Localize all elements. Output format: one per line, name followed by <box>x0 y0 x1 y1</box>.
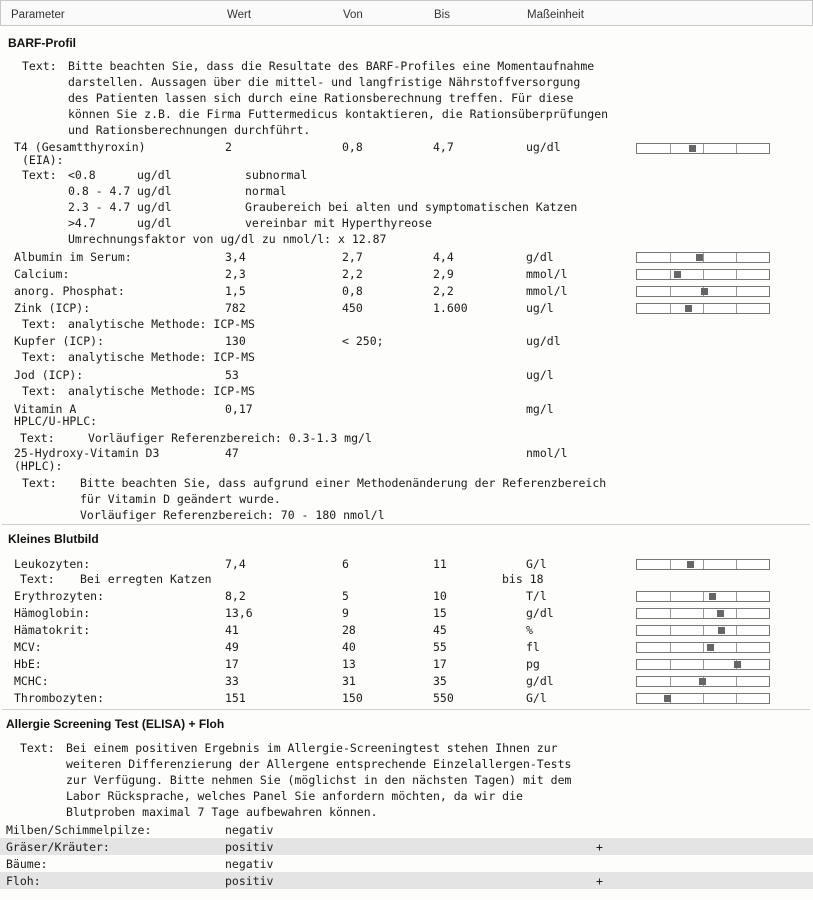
t4-ref-meaning: normal <box>245 184 287 198</box>
section-divider <box>2 524 810 525</box>
param-unit: ug/dl <box>526 140 561 154</box>
range-tick <box>736 287 737 296</box>
method-note: analytische Methode: ICP-MS <box>68 317 255 331</box>
param-unit: fl <box>526 640 540 654</box>
t4-ref-meaning: Graubereich bei alten und symptomatischen Katzen <box>245 200 578 214</box>
value-marker <box>696 254 703 261</box>
allergen-name: Floh: <box>6 874 41 888</box>
barf-intro-line: des Patienten lassen sich durch eine Rationsberechnung treffen. Für diese <box>68 91 574 105</box>
t4-factor: Umrechnungsfaktor von ug/dl zu nmol/l: x 12.87 <box>68 232 387 246</box>
allergen-result: negativ <box>225 857 274 871</box>
param-value: 53 <box>225 368 239 382</box>
allergie-note-line: zur Verfügung. Bitte nehmen Sie (möglichst in den nächsten Tagen) mit dem <box>66 773 572 787</box>
range-tick <box>703 253 704 262</box>
text-label: Text: <box>20 741 55 755</box>
param-max: 11 <box>433 557 447 571</box>
text-label: Text: <box>22 317 57 331</box>
range-tick <box>736 694 737 703</box>
param-name: T4 (Gesamtthyroxin) <box>14 140 146 154</box>
range-tick <box>736 144 737 153</box>
param-unit: mmol/l <box>526 284 568 298</box>
value-marker <box>734 661 741 668</box>
param-value: 151 <box>225 691 246 705</box>
t4-ref-range: 0.8 - 4.7 <box>68 184 131 198</box>
result-row <box>0 265 813 282</box>
param-name: MCV: <box>14 640 42 654</box>
param-max: 15 <box>433 606 447 620</box>
allergen-flag: + <box>596 874 603 888</box>
text-label: Text: <box>22 350 57 364</box>
allergy-row <box>0 821 813 838</box>
param-min: 9 <box>342 606 349 620</box>
param-min: 40 <box>342 640 356 654</box>
allergen-result: negativ <box>225 823 274 837</box>
range-tick <box>736 592 737 601</box>
param-unit: % <box>526 623 533 637</box>
method-note: analytische Methode: ICP-MS <box>68 350 255 364</box>
leuko-note: Bei erregten Katzen <box>80 572 212 586</box>
param-max: 4,4 <box>433 250 454 264</box>
range-tick <box>670 287 671 296</box>
result-row-vitamin-a <box>0 400 813 417</box>
allergie-note-line: Bei einem positiven Ergebnis im Allergie-Screeningtest stehen Ihnen zur <box>66 741 558 755</box>
param-unit: pg <box>526 657 540 671</box>
range-tick <box>670 643 671 652</box>
param-min: 13 <box>342 657 356 671</box>
result-row <box>0 638 813 655</box>
range-bar <box>636 286 770 297</box>
range-bar <box>636 143 770 154</box>
range-bar <box>636 559 770 570</box>
result-row-leukozyten <box>0 555 813 572</box>
range-tick <box>736 304 737 313</box>
param-min: 150 <box>342 691 363 705</box>
range-tick <box>703 609 704 618</box>
range-bar <box>636 252 770 263</box>
barf-intro-line: darstellen. Aussagen über die mittel- und langfristige Nährstoffversorgung <box>68 75 581 89</box>
param-name-cont: (EIA): <box>22 153 64 167</box>
barf-intro-line: und Rationsberechnungen durchführt. <box>68 123 311 137</box>
section-title-allergie: Allergie Screening Test (ELISA) + Floh <box>6 717 225 731</box>
param-max: 17 <box>433 657 447 671</box>
param-value: 1,5 <box>225 284 246 298</box>
range-tick <box>670 144 671 153</box>
param-value: 2,3 <box>225 267 246 281</box>
result-row <box>0 604 813 621</box>
allergen-flag: + <box>596 840 603 854</box>
result-row <box>0 689 813 706</box>
t4-ref-range: >4.7 <box>68 216 96 230</box>
result-row <box>0 621 813 638</box>
param-name: Thrombozyten: <box>14 691 105 705</box>
param-unit: mg/l <box>526 402 554 416</box>
column-header <box>0 0 813 26</box>
param-max: 1.600 <box>433 301 468 315</box>
value-marker <box>707 644 714 651</box>
allergy-row <box>0 838 813 855</box>
value-marker <box>717 610 724 617</box>
t4-ref-unit: ug/dl <box>137 216 172 230</box>
value-marker <box>701 288 708 295</box>
allergen-result: positiv <box>225 874 274 888</box>
param-unit: ug/l <box>526 301 554 315</box>
result-row-t4 <box>0 138 813 155</box>
t4-ref-meaning: vereinbar mit Hyperthyreose <box>245 216 432 230</box>
param-unit: ug/l <box>526 368 554 382</box>
result-row <box>0 299 813 316</box>
range-tick <box>703 643 704 652</box>
text-label: Text: <box>22 59 57 73</box>
param-name: Erythrozyten: <box>14 589 105 603</box>
param-unit: g/dl <box>526 674 554 688</box>
section-title-blutbild: Kleines Blutbild <box>8 532 99 546</box>
param-name: 25-Hydroxy-Vitamin D3 <box>14 446 160 460</box>
allergen-name: Milben/Schimmelpilze: <box>6 823 152 837</box>
param-unit: T/l <box>526 589 547 603</box>
allergen-result: positiv <box>225 840 274 854</box>
text-label: Text: <box>22 168 57 182</box>
result-row <box>0 672 813 689</box>
allergen-name: Gräser/Kräuter: <box>6 840 110 854</box>
param-max: 35 <box>433 674 447 688</box>
range-bar <box>636 625 770 636</box>
param-name-cont: HPLC/U-HPLC: <box>14 414 98 428</box>
value-marker <box>689 145 696 152</box>
param-value: 33 <box>225 674 239 688</box>
param-max: 4,7 <box>433 140 454 154</box>
param-name: HbE: <box>14 657 42 671</box>
range-bar <box>636 591 770 602</box>
param-min: 5 <box>342 589 349 603</box>
range-tick <box>670 253 671 262</box>
param-min: 2,2 <box>342 267 363 281</box>
range-bar <box>636 269 770 280</box>
param-value: 782 <box>225 301 246 315</box>
range-tick <box>736 626 737 635</box>
value-marker <box>699 678 706 685</box>
range-bar <box>636 303 770 314</box>
range-tick <box>703 144 704 153</box>
barf-intro-line: Bitte beachten Sie, dass die Resultate des BARF-Profiles eine Momentaufnahme <box>68 59 595 73</box>
result-row <box>0 248 813 265</box>
param-name: Kupfer (ICP): <box>14 334 105 348</box>
param-name: Albumin im Serum: <box>14 250 132 264</box>
param-min: 2,7 <box>342 250 363 264</box>
range-tick <box>670 560 671 569</box>
result-row-vitamin-d <box>0 444 813 461</box>
range-tick <box>703 560 704 569</box>
value-marker <box>718 627 725 634</box>
section-divider <box>2 709 810 710</box>
header-wert: Wert <box>227 9 252 21</box>
param-max: 550 <box>433 691 454 705</box>
param-name: anorg. Phosphat: <box>14 284 125 298</box>
t4-ref-range: 2.3 - 4.7 <box>68 200 131 214</box>
text-label: Text: <box>20 572 55 586</box>
header-bis: Bis <box>434 9 450 21</box>
param-name: Jod (ICP): <box>14 368 84 382</box>
allergy-row <box>0 855 813 872</box>
param-name: Zink (ICP): <box>14 301 91 315</box>
value-marker <box>687 561 694 568</box>
t4-ref-unit: ug/dl <box>137 200 172 214</box>
allergie-note-line: Labor Rücksprache, welches Panel Sie anfordern möchten, da wir die <box>66 789 523 803</box>
text-label: Text: <box>22 476 57 490</box>
param-value: 130 <box>225 334 246 348</box>
param-value: 47 <box>225 446 239 460</box>
header-parameter: Parameter <box>11 9 65 21</box>
range-tick <box>670 304 671 313</box>
method-note: analytische Methode: ICP-MS <box>68 384 255 398</box>
value-marker <box>709 593 716 600</box>
param-max: 10 <box>433 589 447 603</box>
param-max: 55 <box>433 640 447 654</box>
range-tick <box>736 560 737 569</box>
barf-intro-line: können Sie z.B. die Firma Futtermedicus kontaktieren, die Rationsüberprüfungen <box>68 107 609 121</box>
param-value: 3,4 <box>225 250 246 264</box>
param-unit: g/dl <box>526 250 554 264</box>
result-row <box>0 587 813 604</box>
range-tick <box>670 270 671 279</box>
range-tick <box>736 609 737 618</box>
result-row-kupfer <box>0 332 813 349</box>
vitd-note-line: Bitte beachten Sie, dass aufgrund einer Methodenänderung der Referenzbereich <box>80 476 607 490</box>
param-value: 0,17 <box>225 402 253 416</box>
param-value: 8,2 <box>225 589 246 603</box>
result-row <box>0 655 813 672</box>
param-value: 17 <box>225 657 239 671</box>
allergy-row <box>0 872 813 889</box>
param-name: Leukozyten: <box>14 557 91 571</box>
leuko-note-bis: bis 18 <box>502 572 544 586</box>
param-unit: ug/dl <box>526 334 561 348</box>
range-tick <box>736 270 737 279</box>
param-max: 2,2 <box>433 284 454 298</box>
param-min: 450 <box>342 301 363 315</box>
range-bar <box>636 676 770 687</box>
param-unit: g/dl <box>526 606 554 620</box>
param-min: 31 <box>342 674 356 688</box>
param-unit: G/l <box>526 557 547 571</box>
ref-note: Vorläufiger Referenzbereich: 0.3-1.3 mg/l <box>88 431 372 445</box>
param-max: 2,9 <box>433 267 454 281</box>
range-bar <box>636 693 770 704</box>
result-row-jod <box>0 366 813 383</box>
param-value: 13,6 <box>225 606 253 620</box>
vitd-note-line: Vorläufiger Referenzbereich: 70 - 180 nmol/l <box>80 508 385 522</box>
param-value: 2 <box>225 140 232 154</box>
param-name: MCHC: <box>14 674 49 688</box>
range-bar <box>636 642 770 653</box>
t4-ref-range: <0.8 <box>68 168 96 182</box>
allergie-note-line: Blutproben maximal 7 Tage aufbewahren können. <box>66 805 378 819</box>
vitd-note-line: für Vitamin D geändert wurde. <box>80 492 281 506</box>
param-unit: nmol/l <box>526 446 568 460</box>
result-row <box>0 282 813 299</box>
param-name: Calcium: <box>14 267 70 281</box>
range-tick <box>736 677 737 686</box>
range-tick <box>736 643 737 652</box>
param-name-cont: (HPLC): <box>14 459 63 473</box>
param-name: Hämoglobin: <box>14 606 91 620</box>
param-min: 0,8 <box>342 140 363 154</box>
range-tick <box>703 592 704 601</box>
header-von: Von <box>343 9 363 21</box>
value-marker <box>664 695 671 702</box>
allergen-name: Bäume: <box>6 857 48 871</box>
t4-ref-unit: ug/dl <box>137 184 172 198</box>
param-min: 6 <box>342 557 349 571</box>
range-tick <box>670 626 671 635</box>
param-unit: G/l <box>526 691 547 705</box>
header-einheit: Maßeinheit <box>527 9 584 21</box>
text-label: Text: <box>22 384 57 398</box>
param-max: 45 <box>433 623 447 637</box>
range-tick <box>703 626 704 635</box>
value-marker <box>685 305 692 312</box>
range-tick <box>703 304 704 313</box>
param-value: 7,4 <box>225 557 246 571</box>
range-tick <box>736 253 737 262</box>
range-tick <box>703 660 704 669</box>
text-label: Text: <box>20 431 55 445</box>
range-bar <box>636 608 770 619</box>
range-tick <box>670 660 671 669</box>
range-tick <box>670 677 671 686</box>
range-bar <box>636 659 770 670</box>
range-tick <box>670 592 671 601</box>
t4-ref-meaning: subnormal <box>245 168 308 182</box>
param-value: 49 <box>225 640 239 654</box>
range-tick <box>670 609 671 618</box>
t4-ref-unit: ug/dl <box>137 168 172 182</box>
param-min: < 250; <box>342 334 384 348</box>
param-name: Vitamin A <box>14 402 77 416</box>
value-marker <box>674 271 681 278</box>
param-value: 41 <box>225 623 239 637</box>
param-min: 0,8 <box>342 284 363 298</box>
param-unit: mmol/l <box>526 267 568 281</box>
allergie-note-line: weiteren Differenzierung der Allergene entsprechende Einzelallergen-Tests <box>66 757 572 771</box>
param-name: Hämatokrit: <box>14 623 91 637</box>
range-tick <box>703 270 704 279</box>
range-tick <box>703 694 704 703</box>
param-min: 28 <box>342 623 356 637</box>
section-title-barf: BARF-Profil <box>8 36 76 50</box>
